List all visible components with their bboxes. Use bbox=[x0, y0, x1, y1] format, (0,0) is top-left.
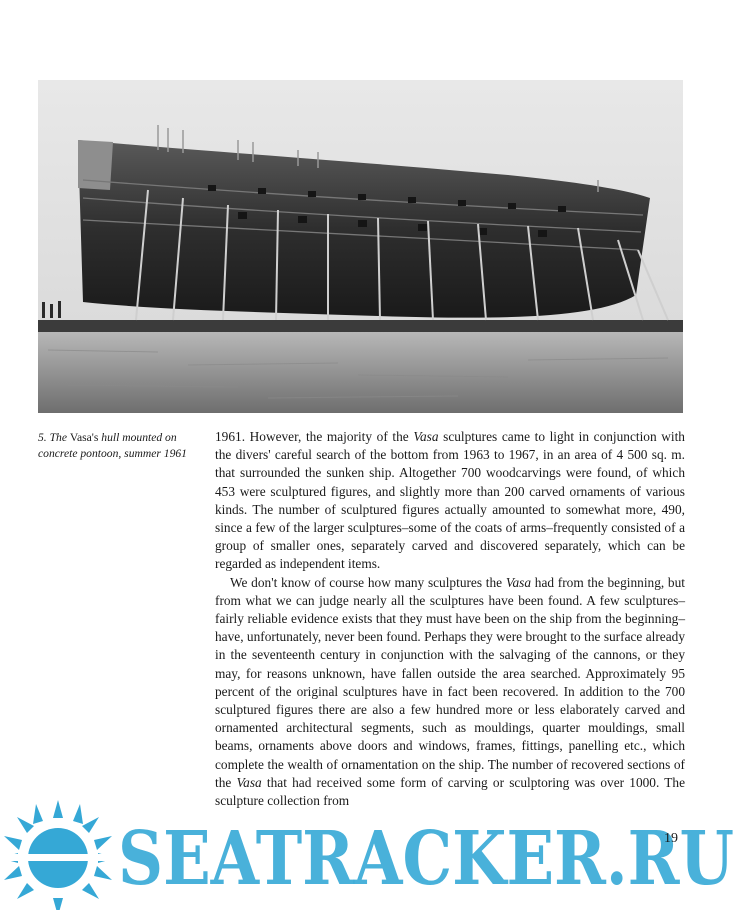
paragraph-1-text-b: sculptures came to light in conjunction with the divers' careful search of the bottom from 1963 to 1967, in an area of 4 500 sq. m. that surrounded the sunken ship. Altogether 700 woodcarvings were found, of which 453 were sculptured figures, and slightly more than 200 carved ornaments of various kinds. The number of sculptured figures actually amounted to somewhat more, 490, since a few of the larger sculptures–some of the coats of arms–frequently consisted of a group of smaller ones, separately carved and discovered separately, which can be regarded as independent items. bbox=[215, 429, 685, 572]
paragraph-1-ship-name: Vasa bbox=[413, 429, 439, 444]
paragraph-2-ship-name: Vasa bbox=[505, 574, 532, 590]
paragraph-2 bbox=[215, 574, 685, 811]
article-body bbox=[215, 428, 685, 810]
paragraph-1-text-a: 1961. However, the majority of the bbox=[215, 429, 414, 444]
caption-ship-name: Vasa's bbox=[69, 431, 99, 444]
paragraph-2-text-a: We don't know of course how many sculptures the bbox=[230, 574, 506, 590]
watermark-text: SEATRACKER.RU bbox=[118, 816, 734, 902]
paragraph-2-text-c: that had received some form of carving or sculptoring was over 1000. The sculpture collection from bbox=[215, 774, 685, 809]
seatracker-watermark bbox=[0, 796, 746, 910]
paragraph-1 bbox=[215, 428, 685, 574]
ship-hull-photo bbox=[38, 80, 683, 413]
caption-number: 5. The bbox=[38, 431, 67, 444]
figure-caption bbox=[38, 430, 203, 461]
page-number: 19 bbox=[664, 831, 678, 846]
caption-text: hull mounted on concrete pontoon, summer 1961 bbox=[38, 431, 187, 460]
paragraph-2-text-b: had from the beginning, but from what we can judge nearly all the sculptures have been found. A few sculptures–fairly reliable evidence exists that they must have been on the ship from the beginning–have, unfortunately, never been found. Perhaps they were brought to the surface already in the seventeenth century in conjunction with the salvaging of the cannons, or they may, for reasons unknown, have fallen outside the area searched. Approximately 95 percent of the original sculptures have in fact been recovered. In addition to the 700 sculptured figures there are also a few hundred more or less elaborately carved and ornamented architectural segments, such as mouldings, quarter mouldings, small beams, ornaments above doors and windows, frames, fittings, panelling etc., which complete the wealth of ornamentation on the ship. The number of recovered sections of the bbox=[215, 574, 685, 790]
sun-logo-icon bbox=[0, 800, 116, 910]
paragraph-2-ship-name-2: Vasa bbox=[236, 774, 262, 790]
